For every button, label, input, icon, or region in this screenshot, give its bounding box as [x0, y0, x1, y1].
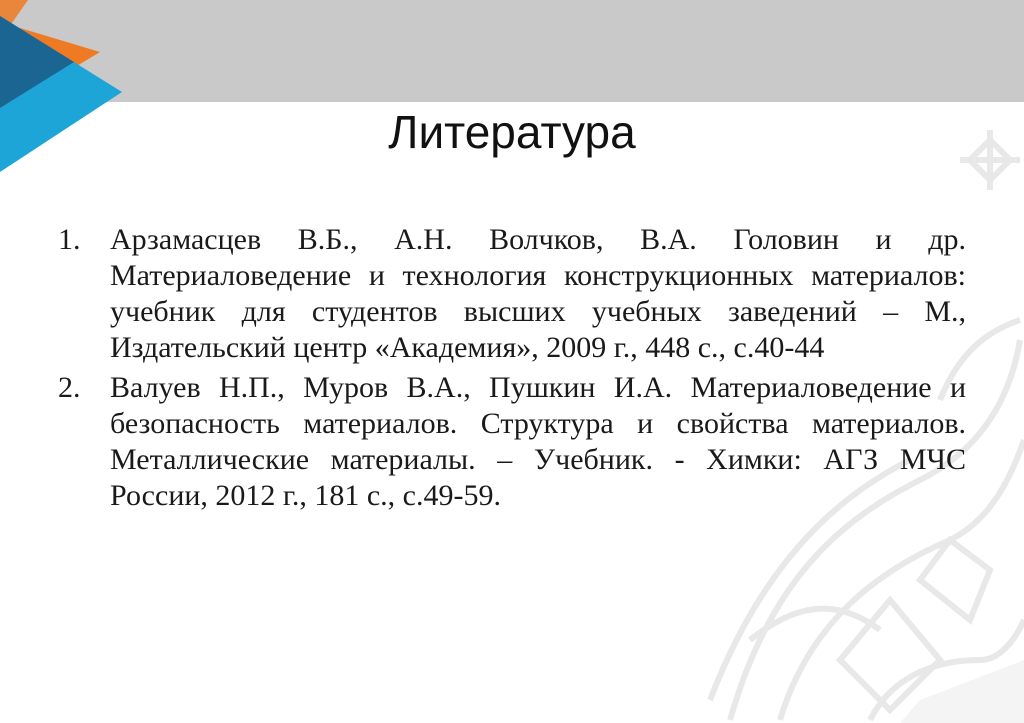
reference-text: Валуев Н.П., Муров В.А., Пушкин И.А. Материаловедение и безопасность материалов. Структура и свойства материалов. Металлические материалы. – Учебник. - Химки: АГЗ МЧС России, 2012 г., 181 с., с.49-59. [110, 371, 966, 512]
reference-text: Арзамасцев В.Б., А.Н. Волчков, В.А. Головин и др. Материаловедение и технология конструкционных материалов: учебник для студентов высших учебных заведений – М., Издательский центр «Академия», 2009 г., 448 с., с.40-44 [110, 223, 966, 364]
reference-item [58, 222, 966, 366]
reference-number: 2. [58, 371, 81, 404]
reference-item [58, 370, 966, 514]
reference-list [58, 222, 966, 518]
header-band [0, 0, 1024, 102]
slide-title: Литература [388, 106, 636, 158]
reference-number: 1. [58, 223, 81, 256]
